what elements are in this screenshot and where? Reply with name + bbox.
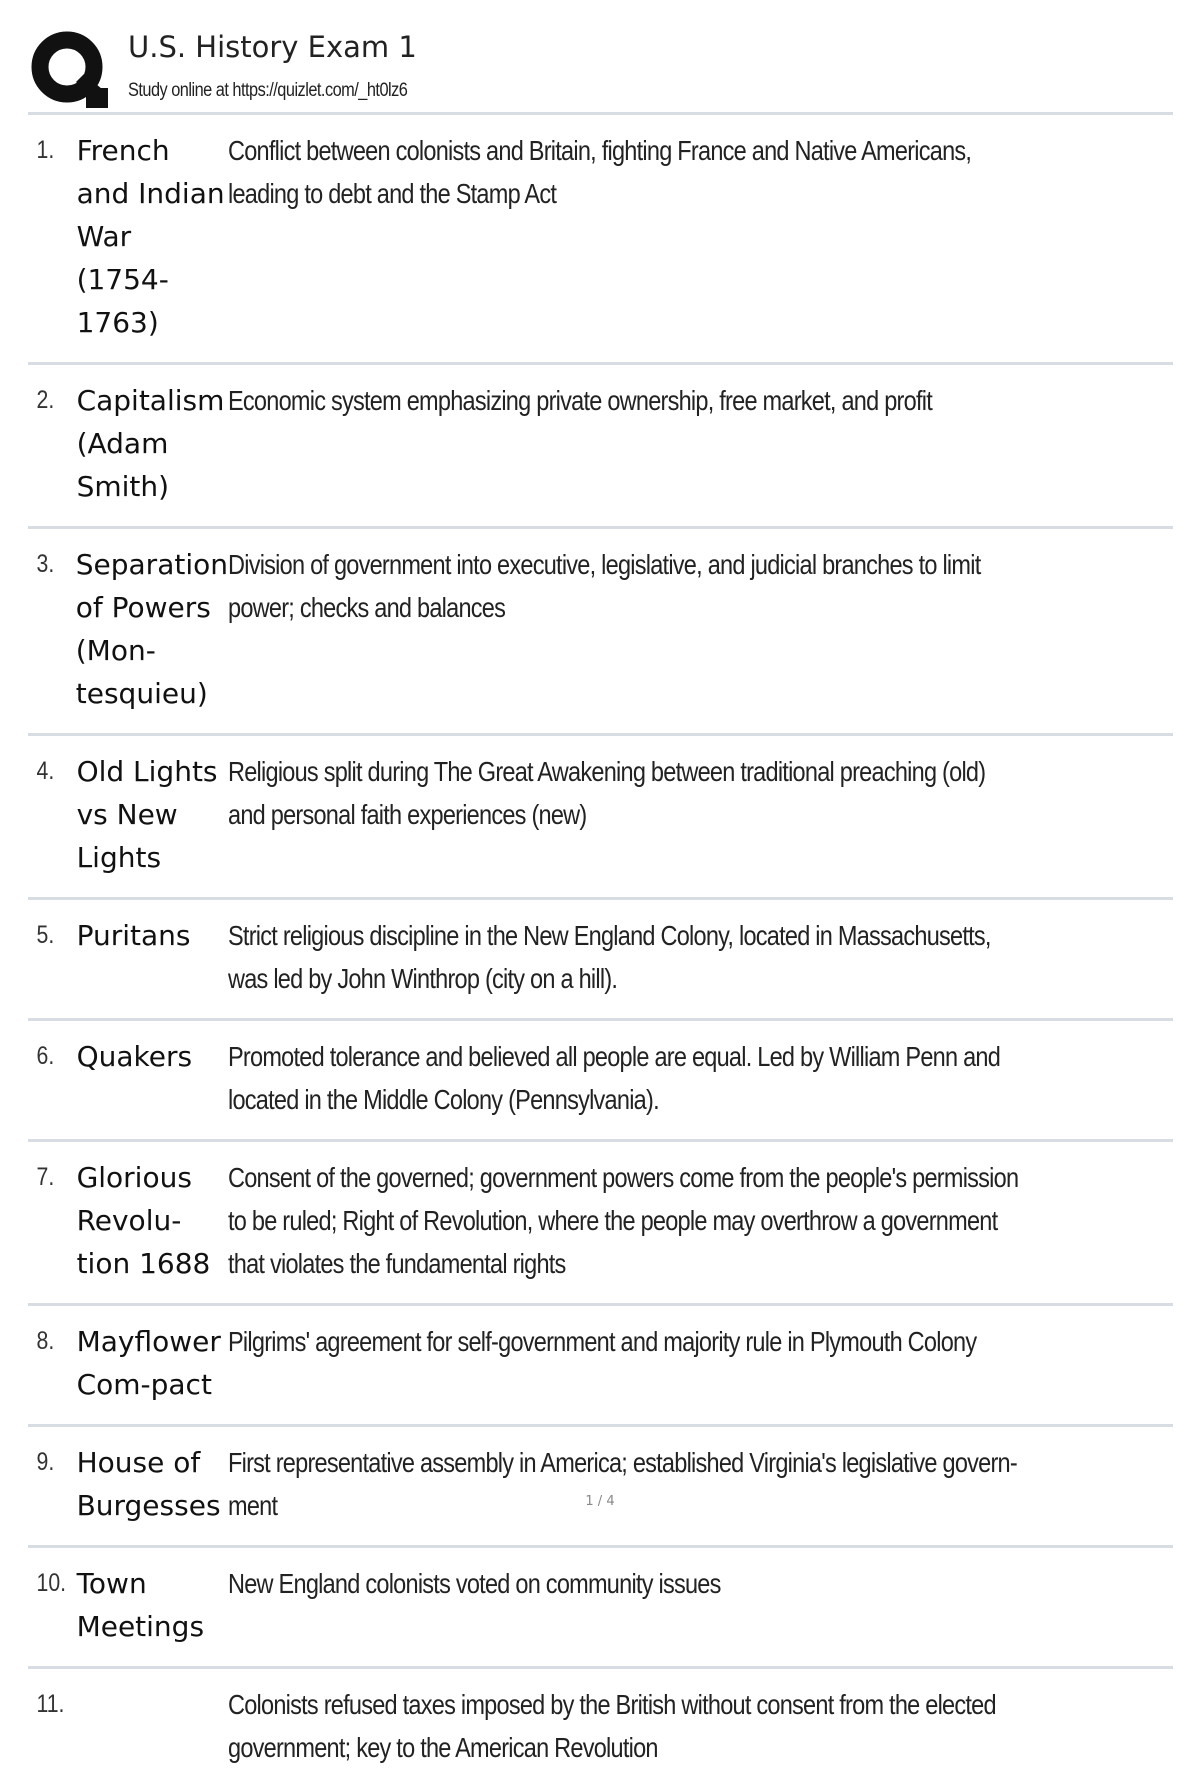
card-number: 6. [36,1042,55,1070]
card-definition [228,1683,1173,1769]
card-number: 7. [36,1163,55,1191]
study-online-link[interactable]: Study online at https://quizlet.com/_ht0lz6 [128,80,408,101]
card-number: 4. [36,757,55,785]
card-definition [228,1156,1173,1285]
card-number: 9. [36,1448,55,1476]
card-definition [228,750,1173,879]
card-definition [228,914,1173,1000]
card-term: House of Burgesses [76,1446,221,1522]
card-row [28,529,1173,736]
card-term: Old Lights vs New Lights [76,755,218,874]
card-definition-text: New England colonists voted on community issues [228,1568,721,1599]
card-number: 8. [36,1327,55,1355]
card-term: Quakers [76,1040,193,1073]
card-definition-text: Division of government into executive, legislative, and judicial branches to limit power; checks and balances [228,549,981,623]
card-number: 2. [36,386,55,414]
card-row [28,115,1173,365]
card-definition [228,543,1173,715]
card-number: 10. [36,1569,67,1597]
card-number: 1. [36,136,55,164]
card-definition [228,379,1173,508]
card-term: Puritans [76,919,191,952]
card-definition [228,1035,1173,1121]
card-number: 11. [36,1690,65,1718]
card-definition-text: Strict religious discipline in the New England Colony, located in Massachusetts, was led by John Winthrop (city on a hill). [228,920,991,994]
page-indicator: 1 / 4 [585,1494,615,1509]
card-term: Capitalism (Adam Smith) [76,384,225,503]
card-definition [228,1320,1173,1406]
card-row [28,1427,1173,1548]
card-term: French and Indian War (1754-1763) [76,134,225,339]
card-definition-text: Consent of the governed; government powers come from the people's permission to be ruled; Right of Revolution, where the people may overthrow a government that violates the fundamental rights [228,1162,1019,1279]
card-row [28,900,1173,1021]
card-term: Glorious Revolu-tion 1688 [76,1161,211,1280]
card-definition-text: Religious split during The Great Awakening between traditional preaching (old) and personal faith experiences (new) [228,756,986,830]
card-term: Mayflower Com-pact [76,1325,221,1401]
card-row [28,1142,1173,1306]
card-definition-text: Pilgrims' agreement for self-government and majority rule in Plymouth Colony [228,1326,977,1357]
document-title: U.S. History Exam 1 [128,30,417,64]
card-row [28,365,1173,529]
card-definition-text: Conflict between colonists and Britain, fighting France and Native Americans, leading to debt and the Stamp Act [228,135,972,209]
card-definition [228,1441,1173,1527]
flashcard-list [28,112,1173,1787]
card-row [28,1548,1173,1669]
card-row [28,1669,1173,1787]
card-definition-text: Colonists refused taxes imposed by the British without consent from the elected government; key to the American Revolution [228,1689,996,1763]
card-definition-text: First representative assembly in America; established Virginia's legislative govern-ment [228,1447,1017,1521]
page-header [30,28,1172,112]
card-definition-text: Promoted tolerance and believed all people are equal. Led by William Penn and located in the Middle Colony (Pennsylvania). [228,1041,1001,1115]
card-definition [228,1562,1173,1648]
quizlet-logo-icon [30,30,108,108]
card-number: 3. [36,550,55,578]
card-row [28,736,1173,900]
card-term: Town Meetings [76,1567,205,1643]
card-term [77,1683,228,1769]
card-row [28,1306,1173,1427]
card-term: Separation of Powers (Mon-tesquieu) [75,548,228,710]
card-number: 5. [36,921,55,949]
card-definition-text: Economic system emphasizing private ownership, free market, and profit [228,385,932,416]
card-definition [228,129,1173,344]
card-row [28,1021,1173,1142]
